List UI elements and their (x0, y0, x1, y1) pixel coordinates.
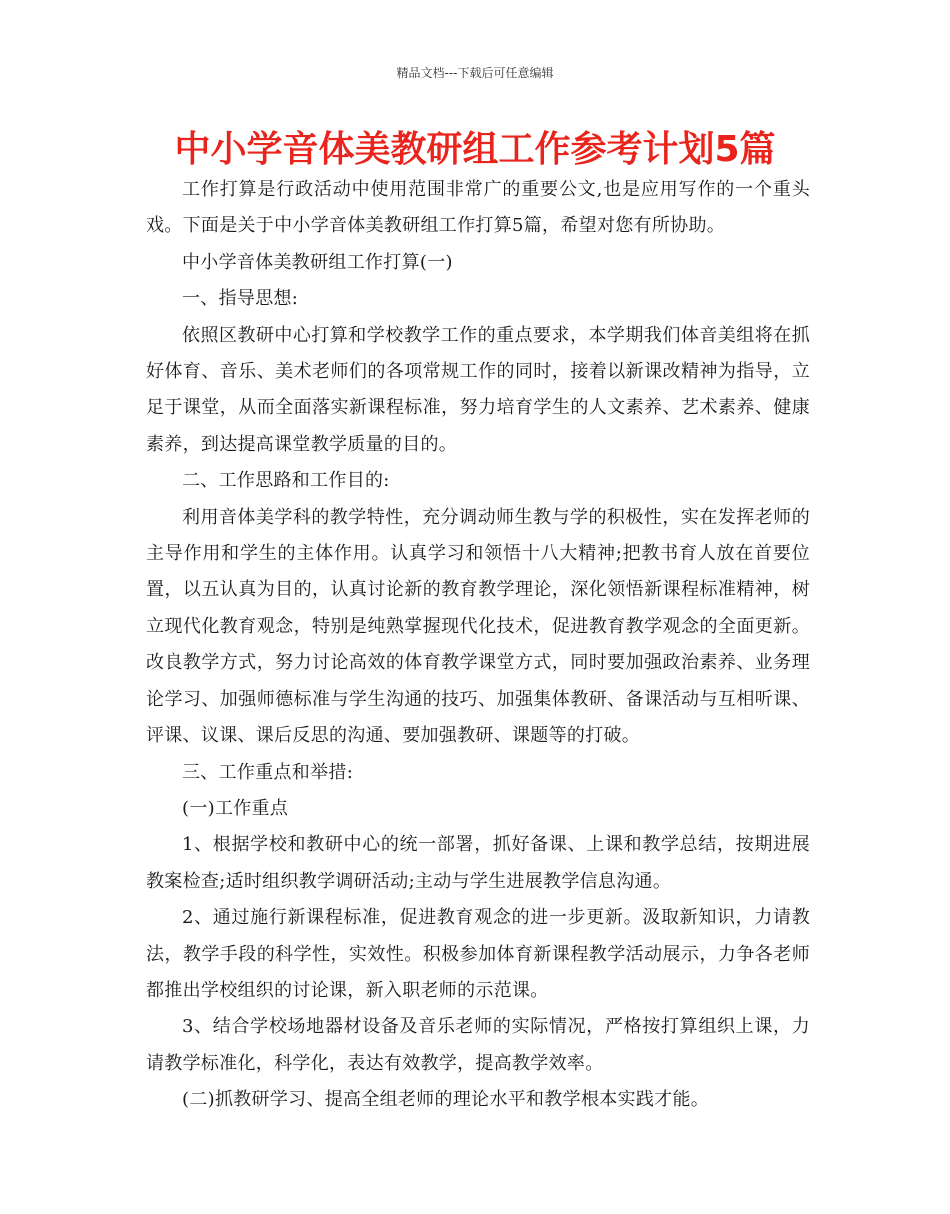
paragraph: 1、根据学校和教研中心的统一部署，抓好备课、上课和教学总结，按期进展教案检查;适时组织教学调研活动;主动与学生进展教学信息沟通。 (146, 834, 810, 892)
paragraph: 三、工作重点和举措: (182, 761, 354, 783)
paragraph: 利用音体美学科的教学特性，充分调动师生教与学的积极性，实在发挥老师的主导作用和学生的主体作用。认真学习和领悟十八大精神;把教书育人放在首要位置，以五认真为目的，认真讨论新的教育教学理论，深化领悟新课程标准精神，树立现代化教育观念，特别是纯熟掌握现代化技术，促进教育教学观念的全面更新。改良教学方式，努力讨论高效的体育教学课堂方式，同时要加强政治素养、业务理论学习、加强师德标准与学生沟通的技巧、加强集体教研、备课活动与互相听课、评课、议课、课后反思的沟通、要加强教研、课题等的打破。 (146, 506, 810, 747)
paragraph: 2、通过施行新课程标准，促进教育观念的进一步更新。汲取新知识，力请教法，教学手段的科学性，实效性。积极参加体育新课程教学活动展示，力争各老师都推出学校组织的讨论课，新入职老师的示范课。 (146, 907, 810, 1001)
document-body (146, 172, 810, 1119)
paragraph: 3、结合学校场地器材设备及音乐老师的实际情况，严格按打算组织上课，力请教学标准化，科学化，表达有效教学，提高教学效率。 (146, 1016, 810, 1074)
paragraph: 依照区教研中心打算和学校教学工作的重点要求，本学期我们体音美组将在抓好体育、音乐、美术老师们的各项常规工作的同时，接着以新课改精神为指导，立足于课堂，从而全面落实新课程标准，努力培育学生的人文素养、艺术素养、健康素养，到达提高课堂教学质量的目的。 (146, 324, 810, 455)
header-note: 精品文档---下载后可任意编辑 (396, 66, 554, 80)
paragraph: (一)工作重点 (182, 797, 289, 819)
paragraph: 中小学音体美教研组工作打算(一) (182, 251, 453, 273)
paragraph: 工作打算是行政活动中使用范围非常广的重要公文,也是应用写作的一个重头戏。下面是关于中小学音体美教研组工作打算5篇，希望对您有所协助。 (146, 179, 810, 237)
paragraph: 一、指导思想: (182, 288, 299, 310)
document-title: 中小学音体美教研组工作参考计划5篇 (174, 129, 776, 170)
paragraph: (二)抓教研学习、提高全组老师的理论水平和教学根本实践才能。 (182, 1089, 710, 1111)
paragraph: 二、工作思路和工作目的: (182, 470, 390, 492)
